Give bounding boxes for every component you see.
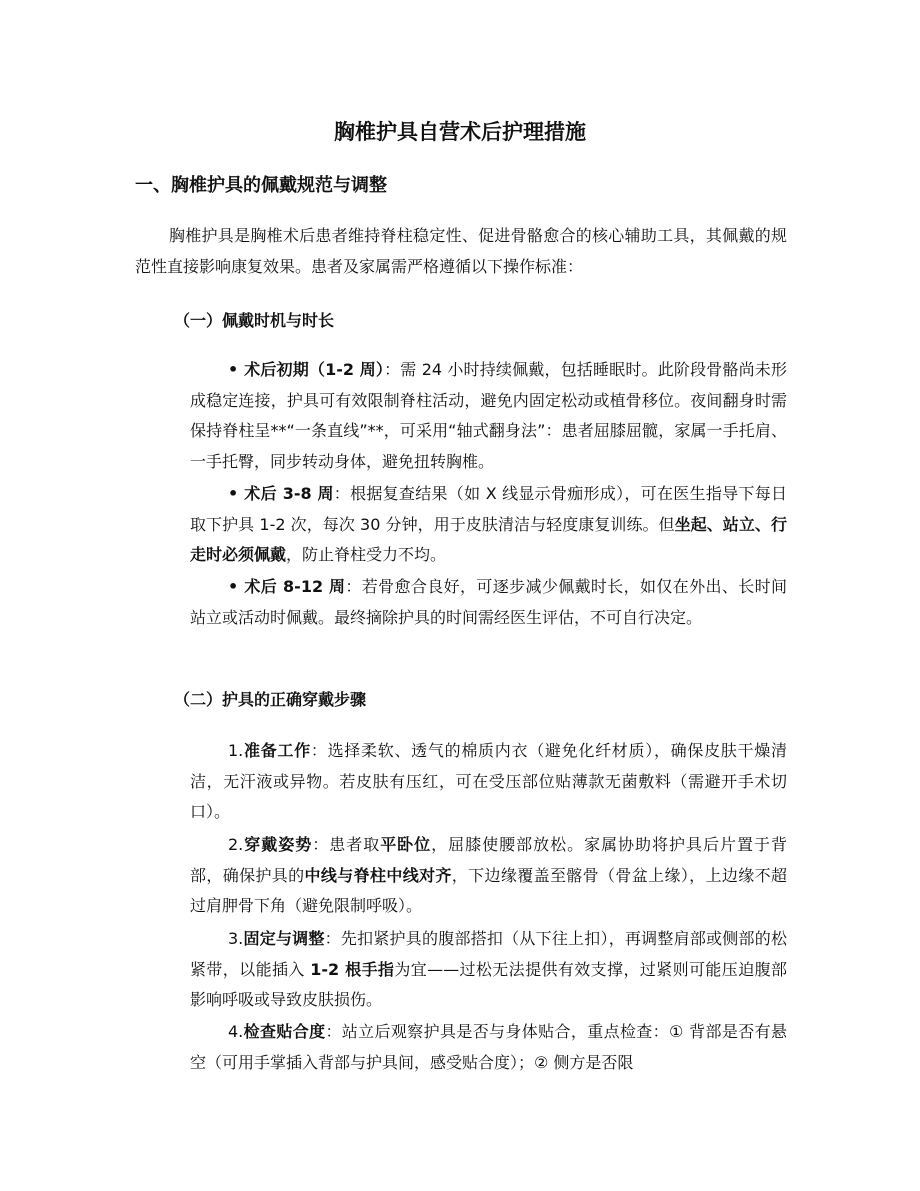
step-number: 1. (228, 741, 244, 760)
bullet-item-late (190, 572, 787, 633)
section-heading-1: 一、胸椎护具的佩戴规范与调整 (135, 175, 387, 196)
step-item-prepare (190, 736, 787, 828)
bullet-marker: • (228, 484, 239, 503)
step-label: 固定与调整 (243, 929, 325, 948)
step-text: ：先扣紧护具的腹部搭扣（从下往上扣），再调整肩部或侧部的松紧带，以能插入 (190, 929, 787, 979)
subsection-heading-steps: （二）护具的正确穿戴步骤 (174, 690, 367, 709)
document-title: 胸椎护具自营术后护理措施 (334, 120, 586, 144)
bullet-emphasis: 坐起、站立、行走时必须佩戴 (190, 514, 787, 564)
step-number: 2. (228, 835, 244, 854)
bullet-item-mid (190, 479, 787, 571)
step-label: 准备工作 (243, 741, 311, 760)
step-item-posture (190, 830, 787, 922)
step-label: 穿戴姿势 (243, 835, 313, 854)
bullet-marker: • (228, 360, 239, 379)
step-number: 3. (228, 929, 244, 948)
step-number: 4. (228, 1022, 244, 1041)
step-label: 检查贴合度 (243, 1022, 326, 1041)
step-emphasis-2: 中线与脊柱中线对齐 (304, 865, 452, 885)
bullet-label: 术后 8-12 周 (244, 577, 346, 596)
step-text-cont: ，屈膝使腰部放松。家属协助将护具后片置于背部，确保护具的 (190, 835, 787, 885)
step-emphasis: 1-2 根手指 (310, 959, 395, 979)
step-text: ：患者取 (312, 835, 381, 854)
step-emphasis: 平卧位 (380, 835, 432, 854)
bullet-label: 术后 3-8 周 (244, 484, 334, 503)
bullet-item-early (190, 355, 787, 477)
bullet-label: 术后初期（1-2 周） (244, 360, 385, 379)
step-text-cont-2: ，下边缘覆盖至髂骨（骨盆上缘），上边缘不超过肩胛骨下角（避免限制呼吸）。 (190, 865, 787, 915)
bullet-text: ：若骨愈合良好，可逐步减少佩戴时长，如仅在外出、长时间站立或活动时佩戴。最终摘除护具的时间需经医生评估，不可自行决定。 (190, 577, 787, 627)
bullet-text: ：需 24 小时持续佩戴，包括睡眠时。此阶段骨骼尚未形成稳定连接，护具可有效限制脊柱活动，避免内固定松动或植骨移位。夜间翻身时需保持脊柱呈**“一条直线”**，可采用“轴式翻身法”：患者屈膝屈髋，家属一手托肩、一手托臀，同步转动身体，避免扭转胸椎。 (190, 360, 787, 471)
step-item-fasten (190, 924, 787, 1016)
intro-paragraph: 胸椎护具是胸椎术后患者维持脊柱稳定性、促进骨骼愈合的核心辅助工具，其佩戴的规范性直接影响康复效果。患者及家属需严格遵循以下操作标准： (135, 226, 787, 276)
bullet-text-cont: ，防止脊柱受力不均。 (286, 545, 447, 564)
bullet-marker: • (228, 577, 239, 596)
bullet-text: ：根据复查结果（如 X 线显示骨痂形成），可在医生指导下每日取下护具 1-2 次，每次 30 分钟，用于皮肤清洁与轻度康复训练。但 (190, 484, 787, 534)
step-text: ：站立后观察护具是否与身体贴合，重点检查：① 背部是否有悬空（可用手掌插入背部与护具间，感受贴合度）；② 侧方是否限 (190, 1022, 787, 1072)
step-text: ：选择柔软、透气的棉质内衣（避免化纤材质），确保皮肤干燥清洁，无汗液或异物。若皮肤有压红，可在受压部位贴薄款无菌敷料（需避开手术切口）。 (190, 741, 787, 821)
step-text-cont: 为宜——过松无法提供有效支撑，过紧则可能压迫腹部影响呼吸或导致皮肤损伤。 (190, 959, 787, 1009)
step-item-check (190, 1017, 787, 1078)
subsection-heading-timing: （一）佩戴时机与时长 (174, 311, 335, 330)
